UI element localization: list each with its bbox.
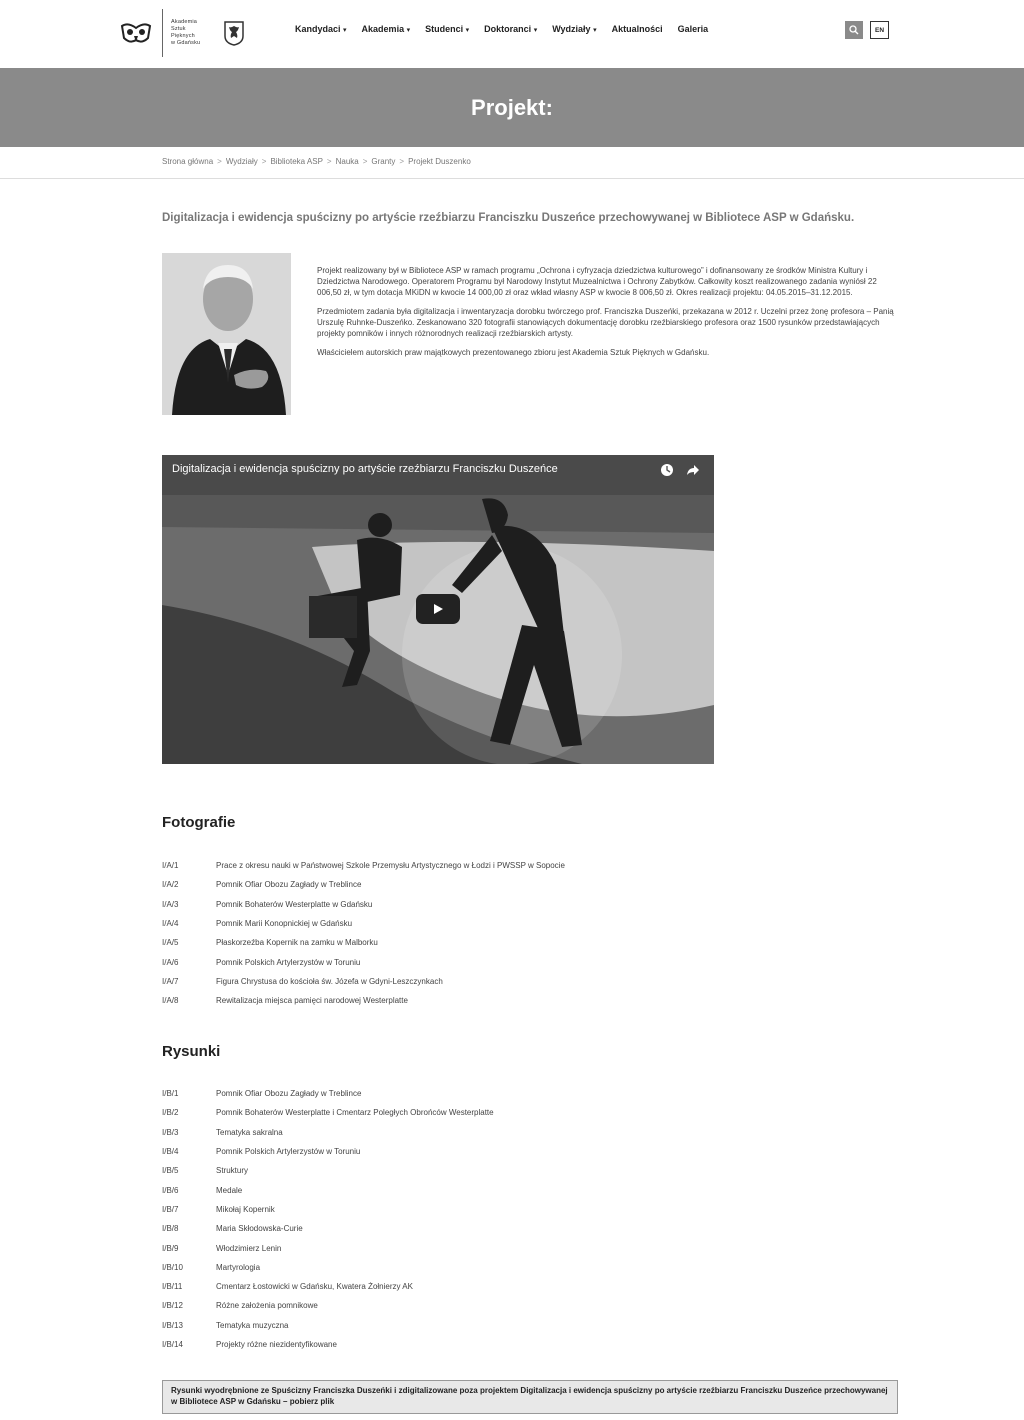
item-code: I/B/10 <box>162 1262 183 1272</box>
item-title[interactable]: Pomnik Polskich Artylerzystów w Toruniu <box>216 1147 361 1157</box>
item-code: I/A/8 <box>162 996 179 1006</box>
project-description <box>317 265 897 366</box>
item-code: I/A/2 <box>162 880 179 890</box>
play-icon <box>431 602 445 616</box>
play-button[interactable] <box>416 594 460 624</box>
breadcrumb-item[interactable]: Biblioteka ASP <box>270 157 323 166</box>
nav-galeria[interactable]: Galeria <box>677 24 709 34</box>
list-item[interactable] <box>162 1296 902 1315</box>
item-title[interactable]: Pomnik Bohaterów Westerplatte i Cmentarz Poległych Obrońców Westerplatte <box>216 1108 494 1118</box>
breadcrumb-separator: > <box>217 157 222 166</box>
item-title[interactable]: Pomnik Bohaterów Westerplatte w Gdańsku <box>216 899 373 909</box>
item-title[interactable]: Tematyka sakralna <box>216 1127 283 1137</box>
list-item[interactable] <box>162 1180 902 1199</box>
item-title[interactable]: Płaskorzeźba Kopernik na zamku w Malborku <box>216 938 378 948</box>
list-item[interactable] <box>162 1103 902 1122</box>
list-item[interactable] <box>162 1123 902 1142</box>
item-title[interactable]: Pomnik Ofiar Obozu Zagłady w Treblince <box>216 1089 362 1099</box>
item-title[interactable]: Struktury <box>216 1166 249 1176</box>
drawings-list <box>162 1084 902 1354</box>
list-item[interactable] <box>162 895 902 914</box>
item-code: I/B/2 <box>162 1108 179 1118</box>
breadcrumb-separator: > <box>261 157 267 166</box>
item-code: I/A/3 <box>162 899 179 909</box>
photos-list <box>162 856 902 1010</box>
item-code: I/A/1 <box>162 861 179 871</box>
nav-kandydaci[interactable]: Kandydaci ▾ <box>295 24 347 34</box>
photos-heading: Fotografie <box>162 814 236 831</box>
description-paragraph: Projekt realizowany był w Bibliotece ASP w ramach programu „Ochrona i cyfryzacja dziedzictwa kulturowego” i dofinansowany ze środków Ministra Kultury i Dziedzictwa Narodowego. Operatorem Programu był Narodowy Instytut Muzealnictwa i Ochrony Zabytków. Całkowity koszt realizowanego zadania wyniósł 22 006,50 zł, w tym dotacja MKiDN w kwocie 14 000,00 zł oraz wkład własny ASP w kwocie 8 006,50 zł. Okres realizacji projektu: 04.05.2015–31.12.2015. <box>317 266 877 297</box>
breadcrumb-current: Projekt Duszenko <box>408 157 471 166</box>
item-title[interactable]: Tematyka muzyczna <box>216 1320 289 1330</box>
nav-wydzialy[interactable]: Wydziały ▾ <box>552 24 597 34</box>
asp-emblem-icon <box>118 20 154 46</box>
list-item[interactable] <box>162 1200 902 1219</box>
asp-logo[interactable] <box>118 8 245 58</box>
list-item[interactable] <box>162 952 902 971</box>
item-title[interactable]: Włodzimierz Lenin <box>216 1243 282 1253</box>
list-item[interactable] <box>162 1084 902 1103</box>
search-button[interactable] <box>845 21 863 39</box>
list-item[interactable] <box>162 1161 902 1180</box>
item-code: I/A/7 <box>162 976 179 986</box>
item-code: I/B/7 <box>162 1204 179 1214</box>
item-title[interactable]: Cmentarz Łostowicki w Gdańsku, Kwatera Żołnierzy AK <box>216 1282 413 1292</box>
download-file-note[interactable]: Rysunki wyodrębnione ze Spuścizny Franciszka Duszeńki i zdigitalizowane poza projektem Digitalizacja i ewidencja spuścizny po artyście rzeźbiarzu Franciszku Duszeńce przechowywanej w Bibliotece ASP w Gdańsku – pobierz plik <box>162 1380 898 1414</box>
description-paragraph: Przedmiotem zadania była digitalizacja i inwentaryzacja dorobku twórczego prof. Franciszka Duszeńki, przekazana w 2012 r. Uczelni przez żonę profesora – Panią Urszulę Ruhnke-Duszeńko. Zeskanowano 320 fotografii stanowiących dokumentację dorobku rzeźbiarskiego profesora oraz 1500 rysunków przedstawiających projekty pomników i innych różnorodnych realizacji rzeźbiarskich artysty. <box>317 307 894 338</box>
item-title[interactable]: Pomnik Marii Konopnickiej w Gdańsku <box>216 919 353 929</box>
list-item[interactable] <box>162 1142 902 1161</box>
share-icon[interactable] <box>686 463 700 477</box>
page-hero-banner <box>0 68 1024 147</box>
list-item[interactable] <box>162 875 902 894</box>
list-item[interactable] <box>162 1258 902 1277</box>
item-code: I/B/5 <box>162 1166 179 1176</box>
list-item[interactable] <box>162 856 902 875</box>
page-title: Projekt: <box>471 94 553 120</box>
item-code: I/B/3 <box>162 1127 179 1137</box>
nav-studenci[interactable]: Studenci ▾ <box>425 24 470 34</box>
nav-akademia[interactable]: Akademia ▾ <box>361 24 411 34</box>
watch-later-icon[interactable] <box>660 463 674 477</box>
item-title[interactable]: Pomnik Polskich Artylerzystów w Toruniu <box>216 957 361 967</box>
item-title[interactable]: Figura Chrystusa do kościoła św. Józefa w Gdyni-Leszczynkach <box>216 976 443 986</box>
list-item[interactable] <box>162 1316 902 1335</box>
item-code: I/B/1 <box>162 1089 179 1099</box>
item-title[interactable]: Projekty różne niezidentyfikowane <box>216 1340 337 1349</box>
top-header <box>0 0 1024 68</box>
breadcrumb-separator: > <box>326 157 332 166</box>
breadcrumb-divider <box>0 178 1024 179</box>
breadcrumb-item[interactable]: Granty <box>371 157 396 166</box>
breadcrumb-item[interactable]: Nauka <box>335 157 359 166</box>
drawings-heading: Rysunki <box>162 1043 221 1060</box>
breadcrumb-item[interactable]: Strona główna <box>162 157 214 166</box>
breadcrumb <box>162 157 471 166</box>
item-title[interactable]: Martyrologia <box>216 1262 261 1272</box>
item-title[interactable]: Mikołaj Kopernik <box>216 1204 275 1214</box>
portrait-image <box>162 253 291 415</box>
nav-aktualnosci[interactable]: Aktualności <box>611 24 663 34</box>
list-item[interactable] <box>162 933 902 952</box>
list-item[interactable] <box>162 991 902 1010</box>
description-paragraph: Właścicielem autorskich praw majątkowych prezentowanego zbioru jest Akademia Sztuk Pięknych w Gdańsku. <box>317 348 710 357</box>
item-code: I/B/8 <box>162 1224 179 1234</box>
breadcrumb-separator: > <box>362 157 368 166</box>
list-item[interactable] <box>162 1238 902 1257</box>
item-title[interactable]: Różne założenia pomnikowe <box>216 1301 318 1311</box>
artist-portrait-photo <box>162 253 291 415</box>
item-title[interactable]: Maria Skłodowska-Curie <box>216 1224 303 1234</box>
language-switch-button[interactable]: EN <box>870 21 889 39</box>
video-player[interactable] <box>162 455 714 764</box>
item-title[interactable]: Prace z okresu nauki w Państwowej Szkole Przemysłu Artystycznego w Łodzi i PWSSP w Sopocie <box>216 861 565 871</box>
nav-doktoranci[interactable]: Doktoranci ▾ <box>484 24 538 34</box>
item-title[interactable]: Medale <box>216 1185 243 1195</box>
video-controls <box>660 463 700 477</box>
list-item[interactable] <box>162 1277 902 1296</box>
item-code: I/B/14 <box>162 1340 183 1349</box>
list-item[interactable] <box>162 1335 902 1354</box>
eagle-emblem-icon <box>223 20 245 46</box>
list-item[interactable] <box>162 1219 902 1238</box>
item-code: I/B/12 <box>162 1301 183 1311</box>
item-code: I/B/9 <box>162 1243 179 1253</box>
item-code: I/A/6 <box>162 957 179 967</box>
logo-text: Akademia Sztuk Pięknych w Gdańsku <box>171 19 201 46</box>
item-title[interactable]: Pomnik Ofiar Obozu Zagłady w Treblince <box>216 880 362 890</box>
breadcrumb-separator: > <box>399 157 405 166</box>
item-code: I/A/5 <box>162 938 179 948</box>
video-title[interactable]: Digitalizacja i ewidencja spuścizny po artyście rzeźbiarzu Franciszku Duszeńce <box>172 463 558 475</box>
search-icon <box>849 25 859 35</box>
item-title[interactable]: Rewitalizacja miejsca pamięci narodowej Westerplatte <box>216 996 408 1006</box>
item-code: I/B/6 <box>162 1185 179 1195</box>
logo-divider <box>162 9 163 57</box>
project-subtitle: Digitalizacja i ewidencja spuścizny po artyście rzeźbiarzu Franciszku Duszeńce przechowywanej w Bibliotece ASP w Gdańsku. <box>162 212 855 224</box>
item-code: I/A/4 <box>162 919 179 929</box>
item-code: I/B/4 <box>162 1147 179 1157</box>
item-code: I/B/13 <box>162 1320 183 1330</box>
breadcrumb-item[interactable]: Wydziały <box>225 157 258 166</box>
list-item[interactable] <box>162 914 902 933</box>
item-code: I/B/11 <box>162 1282 183 1292</box>
list-item[interactable] <box>162 972 902 991</box>
main-nav <box>295 24 708 34</box>
